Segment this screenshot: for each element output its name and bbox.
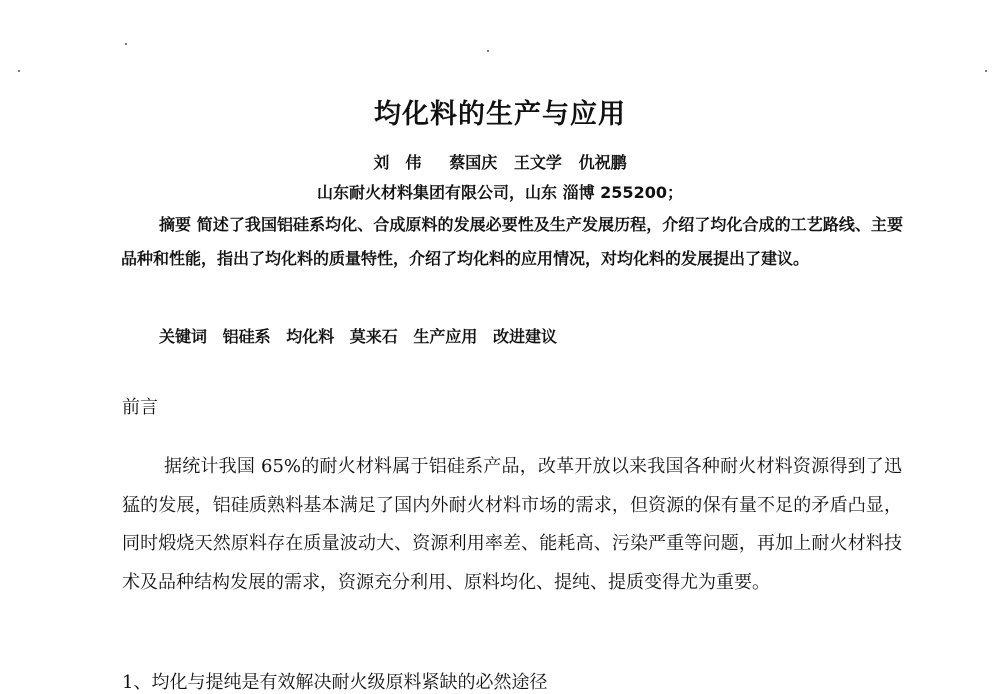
paper-title: 均化料的生产与应用 bbox=[374, 99, 626, 130]
author-name: 仇祝鹏 bbox=[578, 153, 627, 172]
author-list bbox=[0, 150, 1000, 173]
scan-speck bbox=[18, 70, 20, 72]
author-name: 蔡国庆 bbox=[449, 153, 498, 172]
scan-speck bbox=[125, 43, 127, 45]
abstract-text: 简述了我国铝硅系均化、合成原料的发展必要性及生产发展历程，介绍了均化合成的工艺路线、主要品种和性能，指出了均化料的质量特性，介绍了均化料的应用情况，对均化料的发展提出了建议。 bbox=[121, 215, 903, 268]
keywords-label: 关键词 bbox=[159, 327, 208, 346]
keyword: 生产应用 bbox=[413, 327, 478, 346]
keywords bbox=[159, 324, 567, 347]
abstract-label: 摘要 bbox=[159, 215, 192, 234]
body-paragraph: 据统计我国 65%的耐火材料属于铝硅系产品，改革开放以来我国各种耐火材料资源得到了迅猛的发展，铝硅质熟料基本满足了国内外耐火材料市场的需求，但资源的保有量不足的矛盾凸显，同时煅烧天然原料存在质量波动大、资源利用率差、能耗高、污染严重等问题，再加上耐火材料技术及品种结构发展的需求，资源充分利用、原料均化、提纯、提质变得尤为重要。 bbox=[122, 456, 902, 593]
keyword: 均化料 bbox=[286, 327, 335, 346]
keyword: 铝硅系 bbox=[222, 327, 271, 346]
keyword: 莫来石 bbox=[349, 327, 398, 346]
author-name: 王文学 bbox=[513, 153, 562, 172]
preface-heading: 前言 bbox=[122, 397, 158, 418]
scan-speck bbox=[487, 50, 489, 52]
section-heading: 1、均化与提纯是有效解决耐火级原料紧缺的必然途径 bbox=[122, 672, 548, 693]
author-name: 刘 伟 bbox=[373, 153, 422, 172]
affiliation: 山东耐火材料集团有限公司，山东 淄博 255200； bbox=[317, 183, 683, 202]
abstract bbox=[121, 208, 903, 276]
keyword: 改进建议 bbox=[492, 327, 557, 346]
scan-speck bbox=[985, 70, 987, 72]
